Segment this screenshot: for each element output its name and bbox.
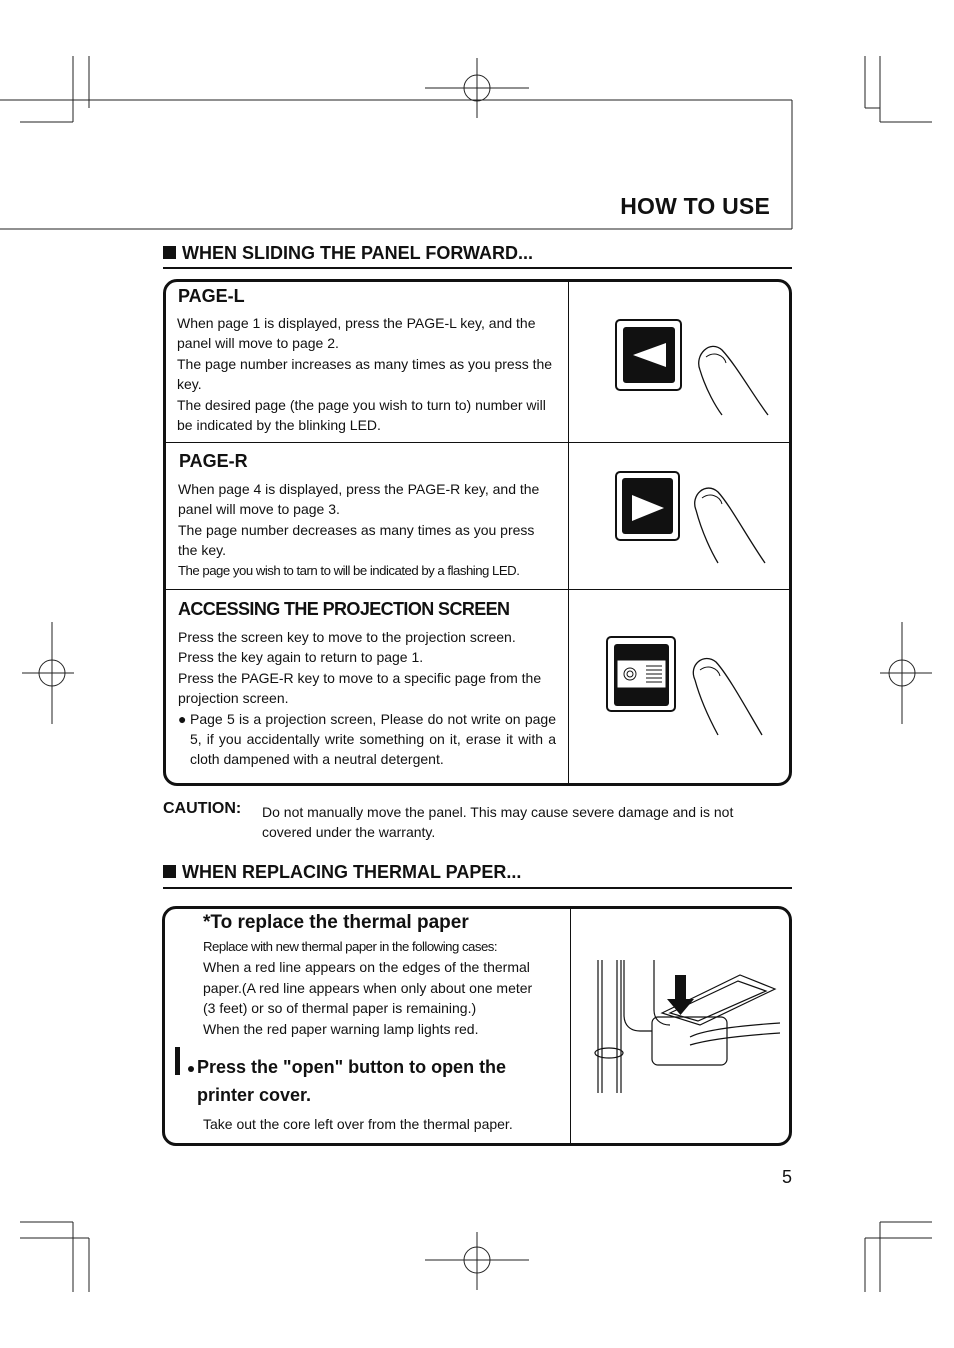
text-line: Press the screen key to move to the projection screen. [178, 629, 516, 645]
section-heading-sliding [163, 243, 533, 264]
step-dot-icon [188, 1066, 194, 1072]
step-description [203, 1114, 553, 1134]
page-r-key-illustration [610, 465, 780, 575]
projection-screen-key-icon [607, 637, 675, 711]
printer-open-button-illustration [590, 955, 785, 1100]
row-divider [166, 442, 789, 443]
projection-screen-description [178, 627, 556, 770]
pointing-finger-icon [693, 658, 762, 735]
thermal-paper-subtitle: *To replace the thermal paper [203, 912, 469, 933]
page-r-title: PAGE-R [179, 451, 248, 471]
text-line: Take out the core left over from the thermal paper. [203, 1116, 513, 1132]
bullet-text: Page 5 is a projection screen, Please do not write on page 5, if you accidentally write something on it, erase it with a cloth dampened with a neutral detergent. [190, 710, 556, 768]
bullet-note [178, 709, 556, 770]
text-line: When the red paper warning lamp lights red. [203, 1020, 479, 1037]
page-l-key-illustration [610, 315, 780, 425]
pointing-finger-icon [695, 488, 765, 563]
text-line: The page number increases as many times as you press the key. [177, 355, 553, 393]
text-line: The page you wish to tarn to will be indicated by a flashing LED. [178, 562, 520, 578]
step-marker [175, 1047, 180, 1075]
thermal-paper-description [203, 937, 548, 1039]
page-number: 5 [782, 1167, 793, 1187]
square-bullet-icon [163, 865, 176, 878]
page-title: HOW TO USE [620, 193, 770, 219]
screen-key-illustration [600, 630, 780, 745]
text-line: Press the PAGE-R key to move to a specific page from the projection screen. [178, 669, 542, 707]
step-title: Press the "open" button to open the printer cover. [197, 1057, 507, 1105]
section-heading-thermal-paper [163, 862, 521, 883]
column-divider [570, 909, 571, 1143]
bullet-dot-icon: ● [178, 710, 187, 727]
section-heading-text: WHEN SLIDING THE PANEL FORWARD... [182, 243, 534, 263]
row-divider [166, 589, 789, 590]
section-rule [163, 267, 792, 269]
section-heading-text: WHEN REPLACING THERMAL PAPER... [182, 862, 522, 882]
text-line: When a red line appears on the edges of the thermal paper.(A red line appears when only about one meter (3 feet) or so of thermal paper is remaining.) [203, 959, 533, 1017]
projection-screen-title: ACCESSING THE PROJECTION SCREEN [178, 599, 510, 619]
page-l-title: PAGE-L [178, 286, 245, 306]
page-l-description [177, 313, 555, 435]
text-line: The page number decreases as many times as you press the key. [178, 521, 535, 559]
text-line: Replace with new thermal paper in the following cases: [203, 939, 498, 954]
page-r-description [178, 479, 556, 581]
section-rule [163, 887, 792, 889]
left-arrow-key-icon [616, 320, 681, 390]
text-line: Press the key again to return to page 1. [178, 649, 424, 666]
pointing-finger-icon [699, 346, 768, 415]
text-line: When page 4 is displayed, press the PAGE-R key, and the panel will move to page 3. [178, 481, 540, 518]
text-line: The desired page (the page you wish to turn to) number will be indicated by the blinking LED. [177, 396, 546, 434]
square-bullet-icon [163, 246, 176, 259]
text-line: When page 1 is displayed, press the PAGE-L key, and the panel will move to page 2. [177, 315, 536, 352]
right-arrow-key-icon [616, 472, 679, 540]
column-divider [568, 282, 569, 783]
caution-label: CAUTION: [163, 800, 242, 817]
caution-text: Do not manually move the panel. This may cause severe damage and is not covered under the warranty. [262, 804, 734, 841]
